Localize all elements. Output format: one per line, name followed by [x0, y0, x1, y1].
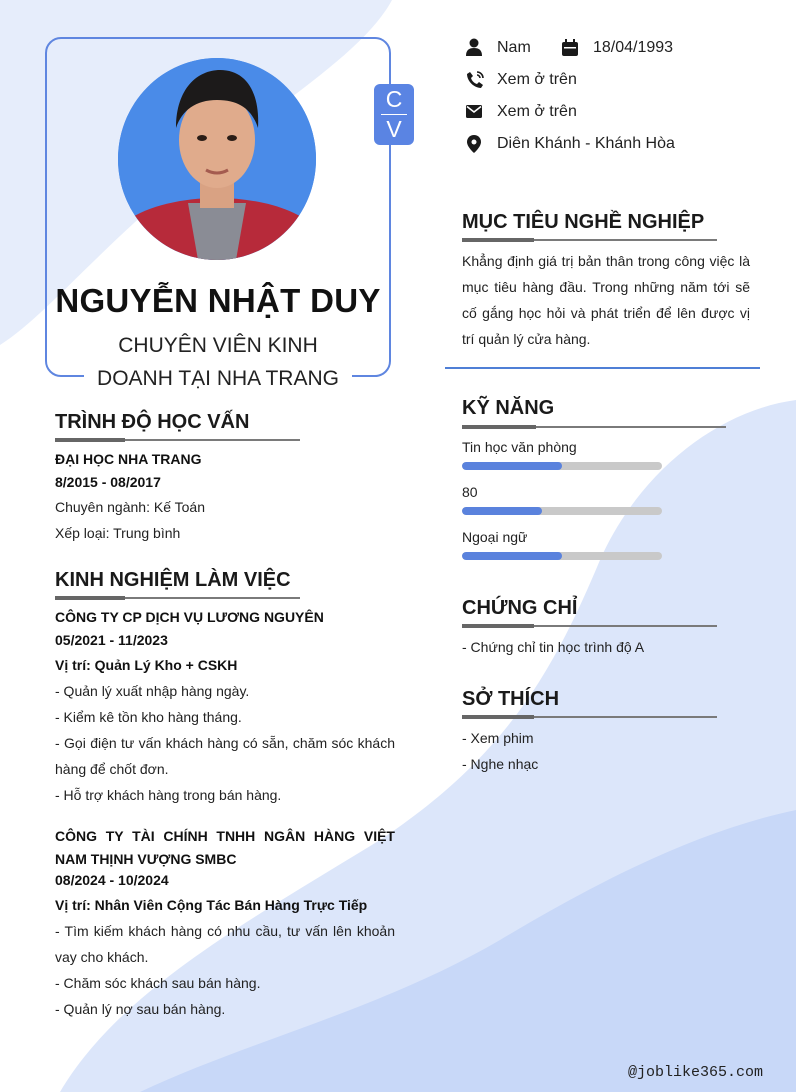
skill-bar-fill — [462, 462, 562, 470]
footer-watermark: @joblike365.com — [627, 1064, 763, 1081]
job-duty: - Chăm sóc khách sau bán hàng. — [55, 975, 261, 991]
mail-icon — [466, 105, 482, 118]
job-duty: - Kiểm kê tồn kho hàng tháng. — [55, 709, 242, 725]
location-pin-icon — [467, 135, 481, 153]
education-major: Chuyên ngành: Kế Toán — [55, 499, 205, 515]
education-heading: TRÌNH ĐỘ HỌC VẤN — [55, 411, 250, 433]
user-icon — [466, 38, 482, 56]
skill-bar-fill — [462, 507, 542, 515]
job-duty: - Hỗ trợ khách hàng trong bán hàng. — [55, 787, 282, 803]
skill-bar-fill — [462, 552, 562, 560]
job-duty: - Gọi điện tư vấn khách hàng có sẵn, chăm sóc khách hàng để chốt đơn. — [55, 735, 395, 777]
school-name: ĐẠI HỌC NHA TRANG — [55, 451, 202, 467]
job-company: CÔNG TY TÀI CHÍNH TNHH NGÂN HÀNG VIỆT NAM THỊNH VƯỢNG SMBC — [55, 828, 395, 867]
job-company-block — [55, 825, 395, 871]
cv-badge-divider — [381, 114, 407, 115]
cv-badge-top: C — [385, 86, 403, 112]
job-duties — [55, 678, 395, 808]
candidate-name: NGUYỄN NHẬT DUY — [55, 282, 381, 319]
gender-value: Nam — [497, 39, 531, 56]
skill-bar — [462, 552, 662, 560]
hobby-item: - Nghe nhạc — [462, 756, 539, 772]
education-period: 8/2015 - 08/2017 — [55, 474, 161, 490]
hobbies-heading: SỞ THÍCH — [462, 688, 560, 710]
skill-label: 80 — [462, 484, 478, 500]
job-duty: - Tìm kiếm khách hàng có nhu cầu, tư vấn lên khoản vay cho khách. — [55, 923, 395, 965]
objective-text: Khẳng định giá trị bản thân trong công việc là mục tiêu hàng đầu. Trong những năm tới sẽ cố gắng học hỏi và phát triển để lên được vị trí quản lý cửa hàng. — [462, 253, 750, 347]
objective-heading-accent — [462, 238, 534, 242]
job-duty: - Quản lý xuất nhập hàng ngày. — [55, 683, 250, 699]
job-duty: - Quản lý nợ sau bán hàng. — [55, 1001, 226, 1017]
job-duties — [55, 918, 395, 1022]
education-grade: Xếp loại: Trung bình — [55, 525, 181, 541]
job-period: 08/2024 - 10/2024 — [55, 872, 169, 888]
calendar-icon — [562, 39, 578, 56]
experience-heading: KINH NGHIỆM LÀM VIỆC — [55, 569, 291, 591]
phone-value: Xem ở trên — [497, 71, 577, 88]
address-value: Diên Khánh - Khánh Hòa — [497, 135, 675, 152]
job-period: 05/2021 - 11/2023 — [55, 632, 168, 648]
job-company: CÔNG TY CP DỊCH VỤ LƯƠNG NGUYÊN — [55, 609, 324, 625]
hobbies-heading-accent — [462, 715, 534, 719]
avatar — [118, 58, 316, 260]
job-position: Vị trí: Nhân Viên Cộng Tác Bán Hàng Trực Tiếp — [55, 897, 368, 913]
education-heading-accent — [55, 438, 125, 442]
skill-label: Tin học văn phòng — [462, 439, 577, 455]
job-title-line-2: DOANH TẠI NHA TRANG — [97, 367, 339, 390]
skill-bar — [462, 462, 662, 470]
job-title-line-1: CHUYÊN VIÊN KINH — [118, 334, 318, 357]
phone-icon — [466, 71, 484, 89]
objective-heading: MỤC TIÊU NGHỀ NGHIỆP — [462, 211, 705, 233]
hobby-item: - Xem phim — [462, 730, 534, 746]
column-divider — [445, 367, 760, 369]
candidate-job-title — [45, 329, 391, 395]
cv-badge — [374, 84, 414, 145]
skills-heading-accent — [462, 425, 536, 429]
skill-bar — [462, 507, 662, 515]
person-photo-icon — [118, 58, 316, 260]
job-position: Vị trí: Quản Lý Kho + CSKH — [55, 657, 238, 673]
certificates-heading-accent — [462, 624, 534, 628]
email-value: Xem ở trên — [497, 103, 577, 120]
certificates-heading: CHỨNG CHỈ — [462, 597, 578, 619]
experience-heading-accent — [55, 596, 125, 600]
cv-badge-bottom: V — [386, 116, 402, 142]
certificate-item: - Chứng chỉ tin học trình độ A — [462, 639, 645, 655]
skill-label: Ngoại ngữ — [462, 529, 528, 545]
skills-heading: KỸ NĂNG — [462, 397, 555, 419]
birthday-value: 18/04/1993 — [593, 39, 674, 56]
